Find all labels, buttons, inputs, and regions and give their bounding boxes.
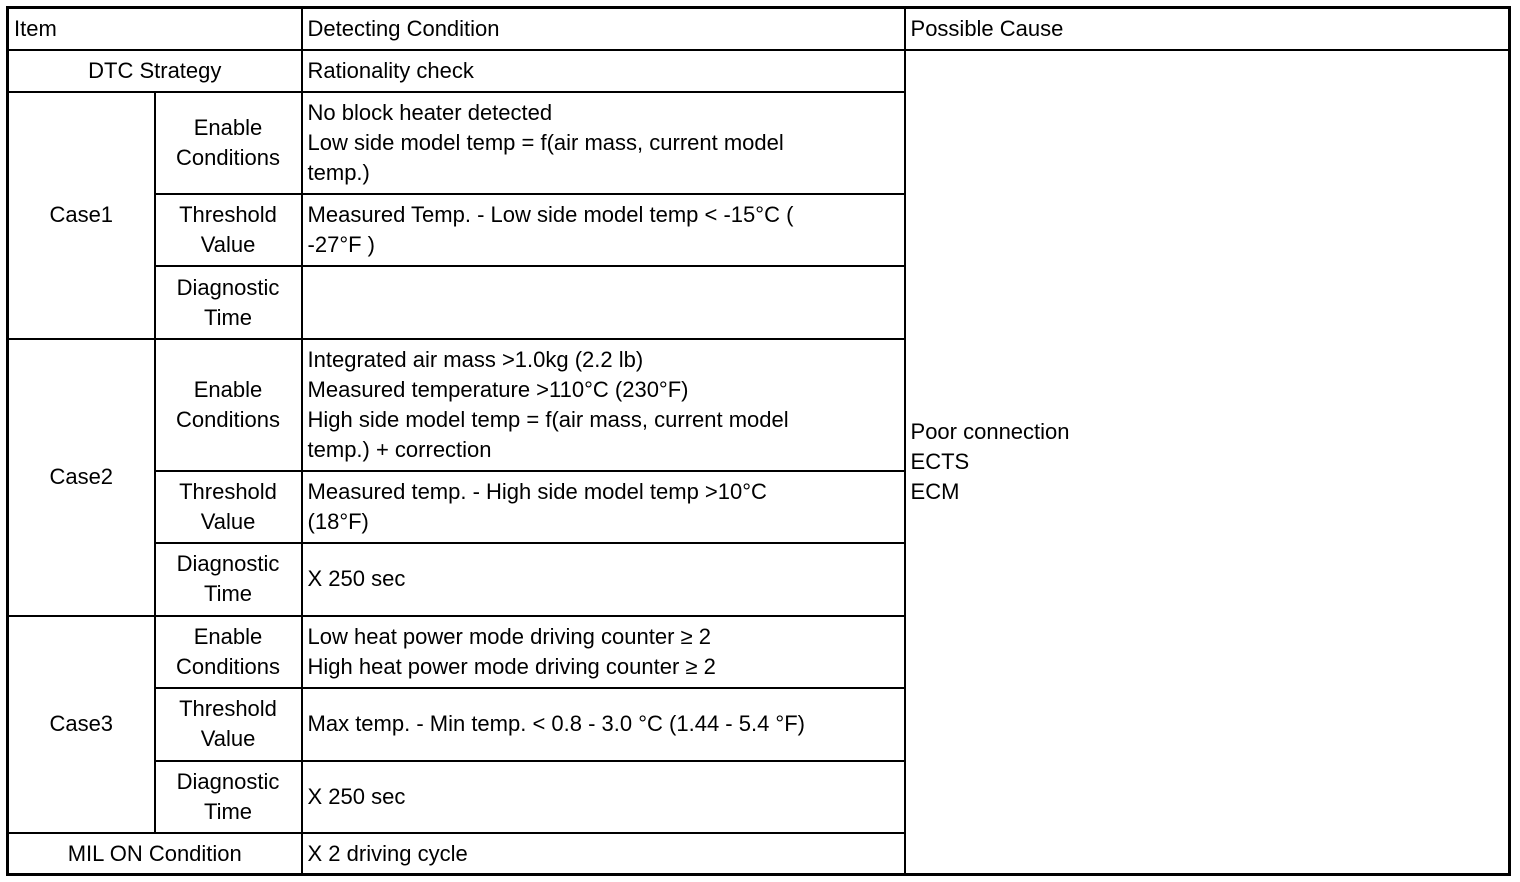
header-possible-cause: Possible Cause [905,8,1510,50]
case3-threshold-value [302,688,905,761]
sub-label-line: Conditions [176,406,280,432]
enable-conditions-label [155,92,302,194]
dtc-strategy-value: Rationality check [302,50,905,92]
case2-label: Case2 [8,339,155,616]
case3-enable-value [302,616,905,688]
sub-label-line: Conditions [176,653,280,679]
sub-label-line: Threshold [179,696,277,722]
sub-label-line: Time [203,581,253,607]
case2-enable-value [302,339,905,471]
dtc-strategy-row [8,50,1510,92]
value-line: Integrated air mass >1.0kg (2.2 lb) [307,346,644,372]
case3-label: Case3 [8,616,155,834]
threshold-value-label [155,194,302,266]
sub-label-line: Diagnostic [176,551,280,577]
sub-label-line: Value [200,726,256,752]
sub-label-line: Time [203,799,253,825]
header-row [8,8,1510,50]
threshold-value-label [155,688,302,761]
case1-label: Case1 [8,92,155,339]
value-line: High heat power mode driving counter ≥ 2 [307,653,716,679]
sub-label-line: Enable [193,376,263,402]
value-line: Low side model temp = f(air mass, current model [307,129,784,155]
sub-label-line: Value [200,232,256,258]
case2-threshold-value [302,471,905,543]
sub-label-line: Enable [193,114,263,140]
header-detecting-condition: Detecting Condition [302,8,905,50]
value-line: High side model temp = f(air mass, current model [307,406,789,432]
possible-cause-cell [905,50,1510,875]
dtc-table [6,6,1511,876]
value-line: -27°F ) [307,232,375,258]
case1-diagnostic-value [302,266,905,338]
value-line: temp.) + correction [307,436,492,462]
dtc-strategy-label: DTC Strategy [8,50,302,92]
sub-label-line: Diagnostic [176,274,280,300]
possible-cause-line: ECTS [910,448,970,474]
value-line: Max temp. - Min temp. < 0.8 - 3.0 °C (1.44 - 5.4 °F) [307,711,805,737]
case2-diagnostic-value: X 250 sec [302,543,905,615]
value-line: Low heat power mode driving counter ≥ 2 [307,623,711,649]
sub-label-line: Threshold [179,479,277,505]
diagnostic-time-label [155,543,302,615]
value-line: temp.) [307,159,370,185]
sub-label-line: Conditions [176,144,280,170]
value-line: No block heater detected [307,99,553,125]
case3-diagnostic-value: X 250 sec [302,761,905,833]
diagnostic-time-label [155,266,302,338]
mil-on-label: MIL ON Condition [8,833,302,874]
possible-cause-line: Poor connection [910,418,1070,444]
sub-label-line: Threshold [179,202,277,228]
enable-conditions-label [155,339,302,471]
sub-label-line: Value [200,509,256,535]
possible-cause-line: ECM [910,478,960,504]
diagnostic-time-label [155,761,302,833]
value-line: Measured Temp. - Low side model temp < -15°C ( [307,202,794,228]
sub-label-line: Time [203,304,253,330]
sub-label-line: Diagnostic [176,769,280,795]
value-line: (18°F) [307,509,369,535]
header-item: Item [8,8,302,50]
threshold-value-label [155,471,302,543]
mil-on-value: X 2 driving cycle [302,833,905,874]
enable-conditions-label [155,616,302,688]
value-line: Measured temperature >110°C (230°F) [307,376,689,402]
value-line: Measured temp. - High side model temp >10°C [307,479,767,505]
sub-label-line: Enable [193,623,263,649]
case1-threshold-value [302,194,905,266]
case1-enable-value [302,92,905,194]
